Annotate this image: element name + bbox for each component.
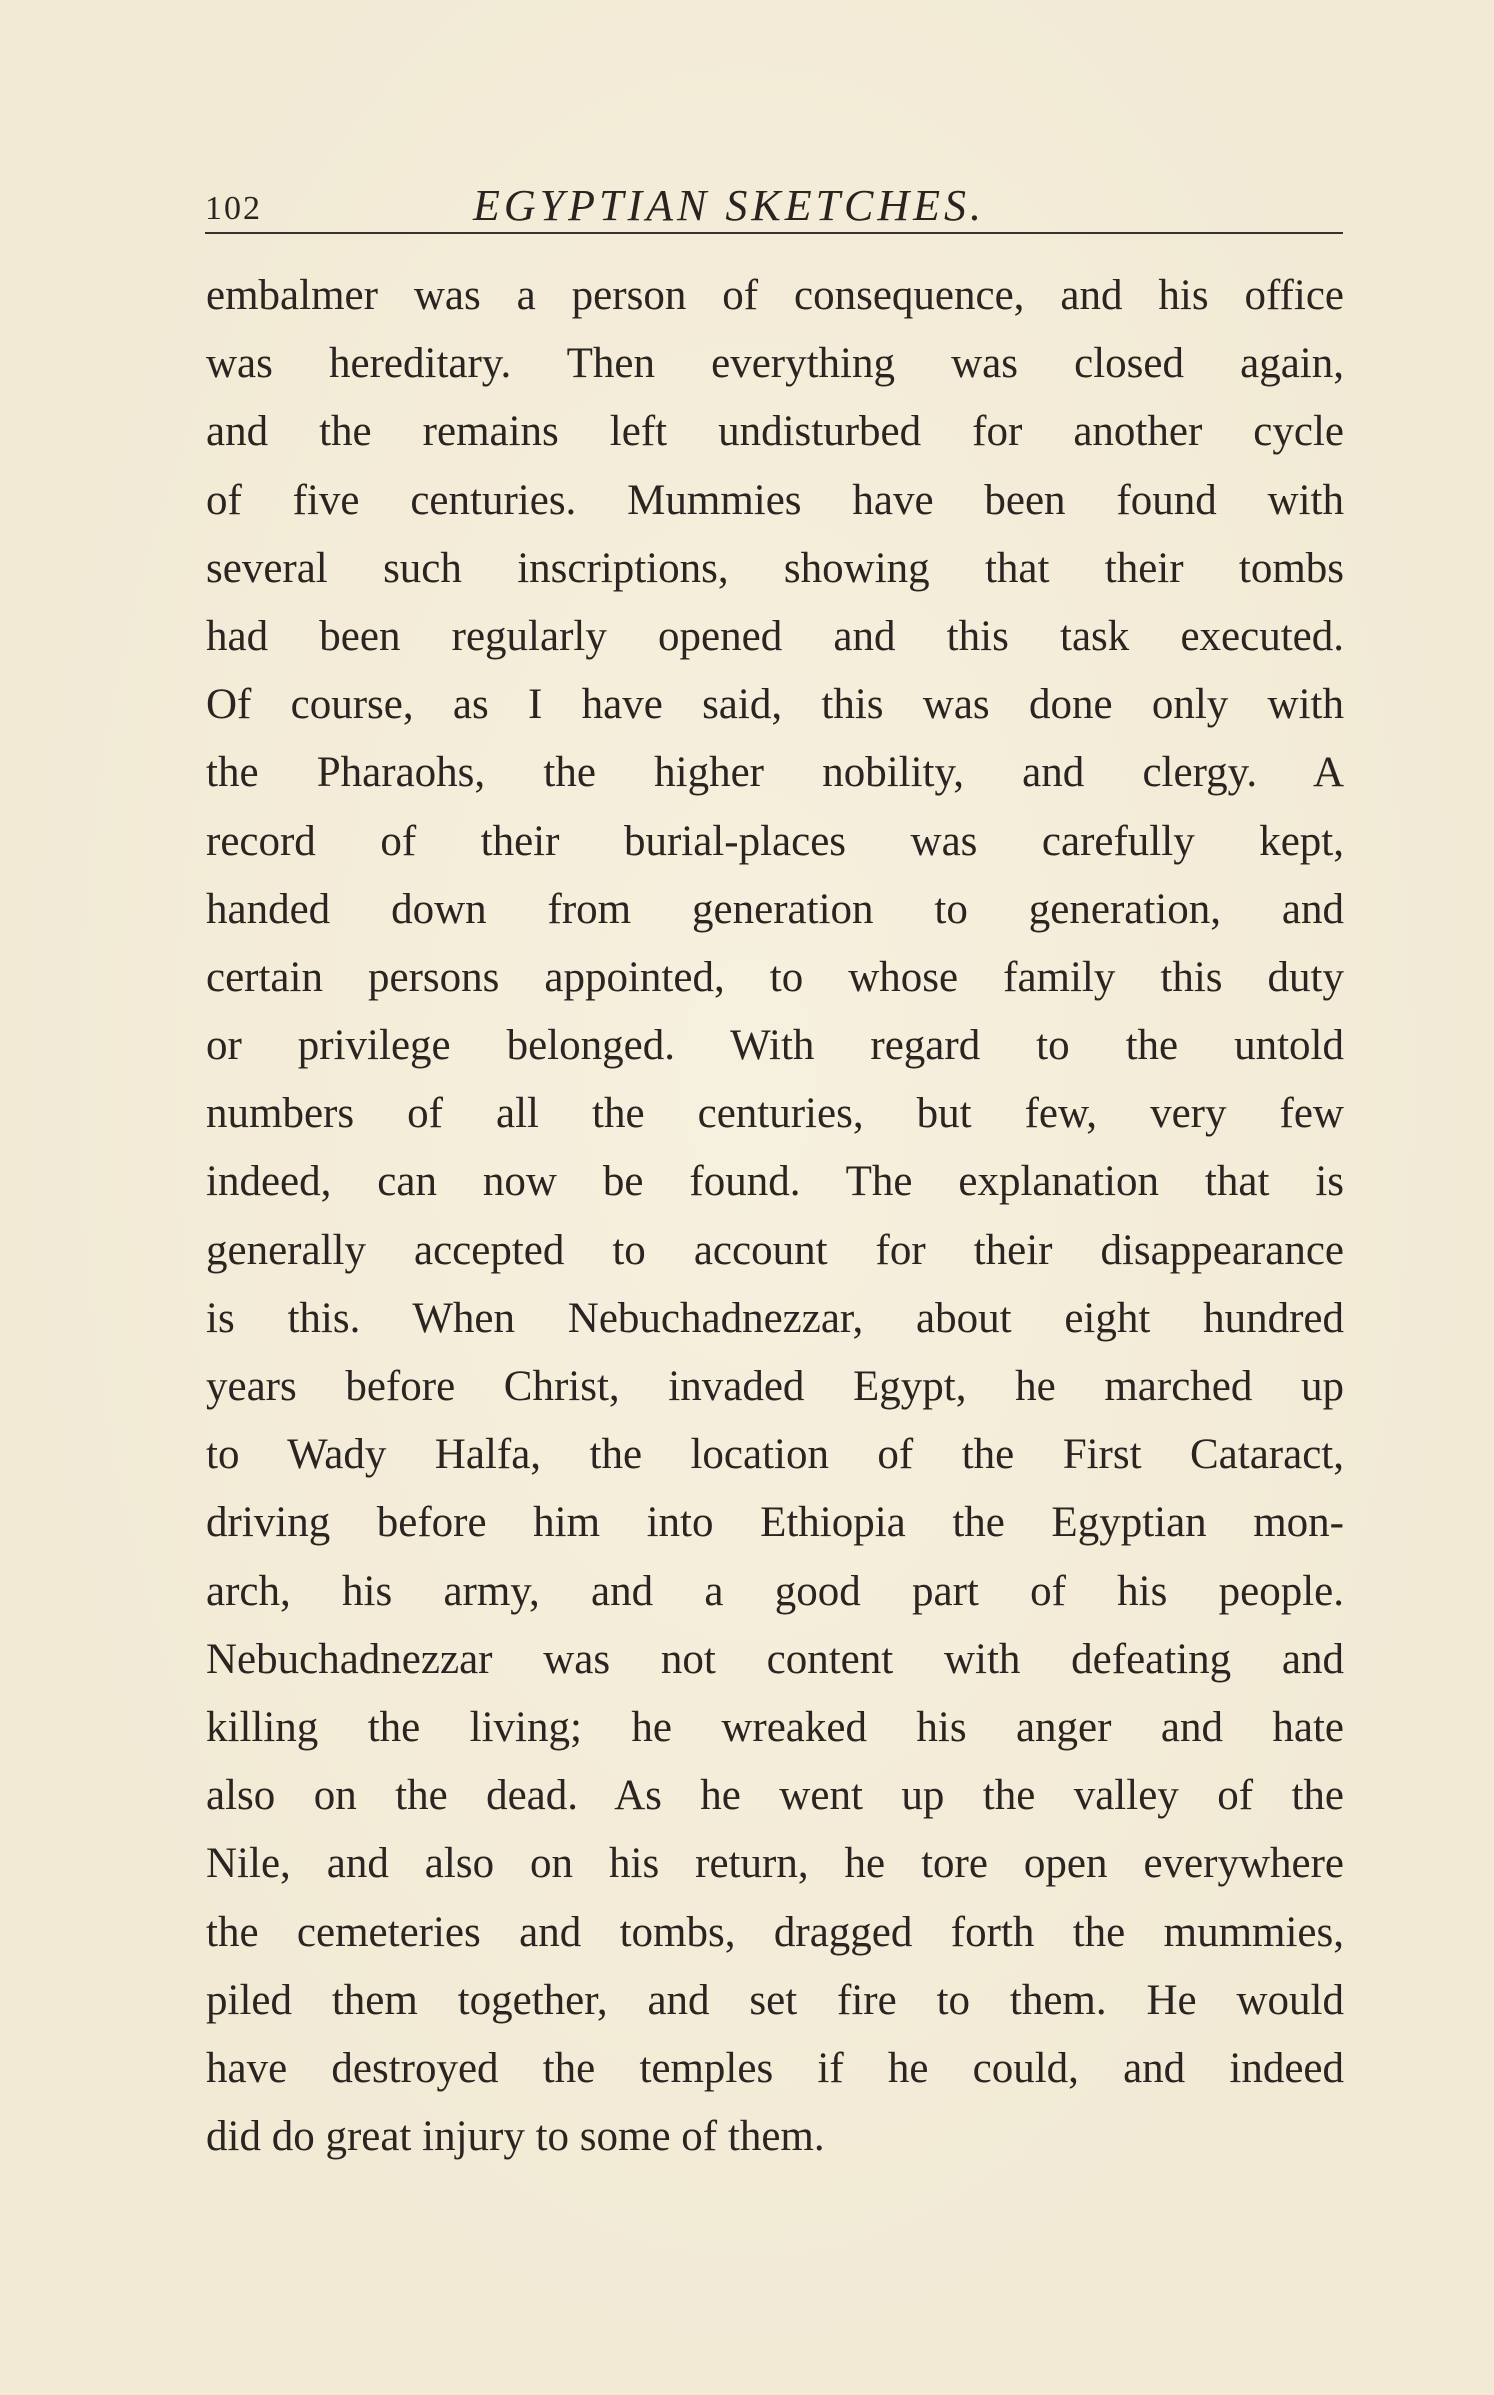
running-head xyxy=(205,168,1345,238)
text-line: driving before him into Ethiopia the Egyptian mon- xyxy=(206,1499,1344,1547)
text-line: the cemeteries and tombs, dragged forth the mummies, xyxy=(206,1908,1344,1956)
text-line: Nile, and also on his return, he tore open everywhere xyxy=(206,1840,1344,1888)
text-line: indeed, can now be found. The explanation that is xyxy=(206,1158,1344,1206)
text-line: to Wady Halfa, the location of the First Cataract, xyxy=(206,1431,1344,1479)
text-line: is this. When Nebuchadnezzar, about eight hundred xyxy=(206,1294,1344,1342)
text-line: Of course, as I have said, this was done only with xyxy=(206,681,1344,729)
text-line: killing the living; he wreaked his anger and hate xyxy=(206,1703,1344,1751)
text-line: Nebuchadnezzar was not content with defeating and xyxy=(206,1635,1344,1683)
text-line: arch, his army, and a good part of his people. xyxy=(206,1567,1344,1615)
header-rule xyxy=(205,232,1343,234)
text-line: embalmer was a person of consequence, and his office xyxy=(206,272,1344,319)
text-line: numbers of all the centuries, but few, very few xyxy=(206,1090,1344,1138)
text-line: have destroyed the temples if he could, and indeed xyxy=(206,2044,1344,2092)
text-line: did do great injury to some of them. xyxy=(206,2113,825,2161)
text-line: or privilege belonged. With regard to the untold xyxy=(206,1022,1344,1070)
text-line: generally accepted to account for their disappearance xyxy=(206,1226,1344,1274)
text-line: several such inscriptions, showing that their tombs xyxy=(206,544,1344,592)
text-line: of five centuries. Mummies have been found with xyxy=(206,476,1344,524)
text-line: years before Christ, invaded Egypt, he marched up xyxy=(206,1363,1344,1410)
text-line: certain persons appointed, to whose family this duty xyxy=(206,953,1344,1001)
text-line: the Pharaohs, the higher nobility, and clergy. A xyxy=(206,749,1344,797)
text-line: also on the dead. As he went up the valley of the xyxy=(206,1772,1344,1820)
text-line: had been regularly opened and this task executed. xyxy=(206,612,1344,660)
text-line: and the remains left undisturbed for another cycle xyxy=(206,408,1344,456)
running-title: EGYPTIAN SKETCHES. xyxy=(473,181,986,230)
text-line: was hereditary. Then everything was closed again, xyxy=(206,340,1344,388)
body-text xyxy=(206,262,1344,2171)
text-line: piled them together, and set fire to them. He would xyxy=(206,1976,1344,2024)
text-line: handed down from generation to generation, and xyxy=(206,885,1344,933)
page-number: 102 xyxy=(205,190,262,227)
text-line: record of their burial-places was carefully kept, xyxy=(206,817,1344,865)
